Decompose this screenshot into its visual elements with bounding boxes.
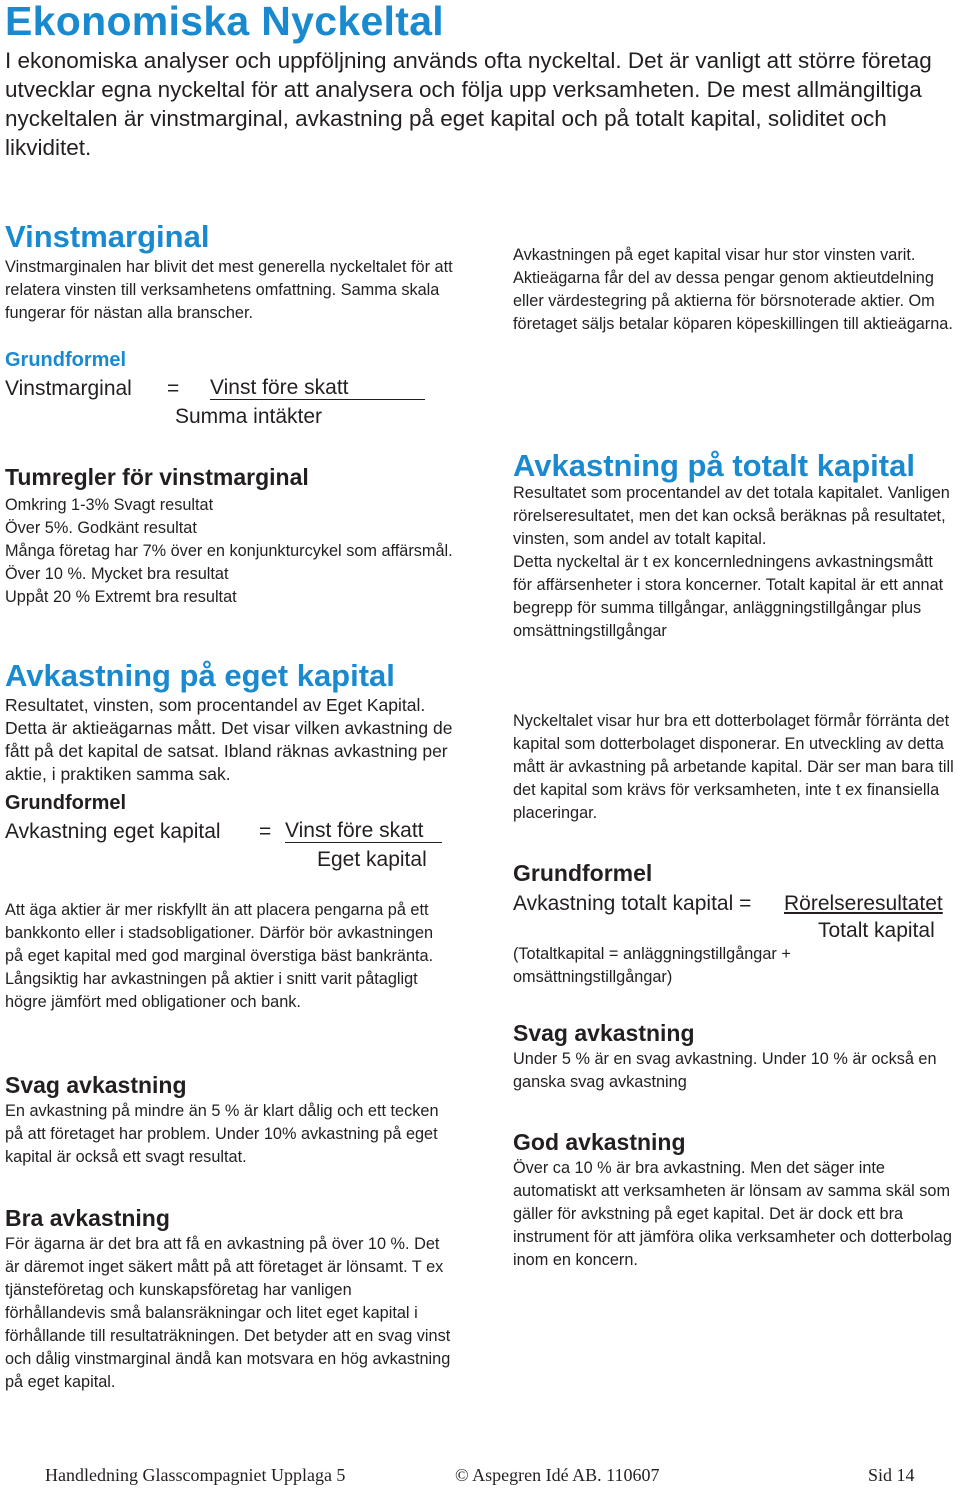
vinstmarginal-formula-denominator: Summa intäkter (175, 405, 323, 428)
totalt-kapital-text-2: Nyckeltalet visar hur bra ett dotterbolaget förmår förränta det kapital som dotterbolaget disponerar. En utveckling av detta mått är avkastning på arbetande kapital. Där ser man bara till det kapital som krävs för verksamheten, inte t ex finansiella placeringar. (513, 712, 954, 822)
tumregel-line: Omkring 1-3% Svagt resultat (5, 496, 214, 514)
svag-avkastning-heading-left: Svag avkastning (5, 1072, 187, 1098)
totalt-kapital-formula-note: (Totaltkapital = anläggningstillgångar + omsättningstillgångar) (513, 945, 791, 986)
footer-page-number: Sid 14 (868, 1465, 915, 1485)
totalt-kapital-heading: Avkastning på totalt kapital (513, 448, 915, 483)
eget-kapital-formula-heading: Grundformel (5, 792, 127, 814)
vinstmarginal-heading: Vinstmarginal (5, 219, 210, 254)
vinstmarginal-text: Vinstmarginalen har blivit det mest generella nyckeltalet för att relatera vinsten till verksamhetens omfattning. Samma skala fungerar för nästan alla branscher. (5, 258, 453, 322)
vinstmarginal-formula-heading: Grundformel (5, 349, 127, 371)
intro-paragraph: I ekonomiska analyser och uppföljning används ofta nyckeltal. Det är vanligt att större företag utvecklar egna nyckeltal för att analysera och följa upp verksamheten. De mest allmängiltiga nyckeltalen är vinstmarginal, avkastning på eget kapital och på totalt kapital, soliditet och likviditet. (5, 48, 932, 160)
totalt-kapital-formula-numerator: Rörelseresultatet (784, 892, 943, 915)
eget-kapital-formula-eq: = (259, 820, 272, 843)
eget-kapital-text: Resultatet, vinsten, som procentandel av Eget Kapital. Detta är aktieägarnas mått. Det visar vilken avkastning de fått på det kapital de satsat. Ibland räknas avkastning per aktie, i praktiken samma sak. (5, 695, 453, 784)
eget-kapital-formula-numerator: Vinst före skatt (285, 820, 442, 843)
bra-avkastning-text: För ägarna är det bra att få en avkastning på över 10 %. Det är däremot inget säkert mått på att företaget är lönsamt. T ex tjänsteföretag och kunskapsföretag har vanligen förhållandevis små balansräkningar och litet eget kapital i förhållande till resultaträkningen. Det betyder att en svag vinst och dålig vinstmarginal ändå kan motsvara en hög avkastning på eget kapital. (5, 1235, 451, 1391)
tumregel-line: Många företag har 7% över en konjunkturcykel som affärsmål. (5, 542, 453, 560)
svag-avkastning-text-right: Under 5 % är en svag avkastning. Under 10 % är också en ganska svag avkastning (513, 1050, 937, 1091)
god-avkastning-text: Över ca 10 % är bra avkastning. Men det säger inte automatiskt att verksamheten är lönsam av samma skäl som gäller för avkstning på eget kapital. Det är dock ett bra instrument för att jämföra olika verksamheter och dotterbolag inom en koncern. (513, 1159, 952, 1269)
eget-kapital-formula-label: Avkastning eget kapital (5, 820, 221, 843)
vinstmarginal-formula-numerator: Vinst före skatt (210, 377, 425, 400)
tumregler-list (5, 494, 460, 609)
eget-kapital-formula-denominator: Eget kapital (317, 848, 427, 871)
page-title: Ekonomiska Nyckeltal (5, 0, 444, 44)
totalt-kapital-formula-denominator: Totalt kapital (818, 919, 935, 942)
totalt-kapital-text: Resultatet som procentandel av det totala kapitalet. Vanligen rörelseresultatet, men det kan också beräknas på resultatet, vinsten, som andel av totalt kapital. Detta nyckeltal är t ex koncernledningens avkastningsmått för affärsenheter i stora koncerner. Totalt kapital är ett annat begrepp för summa tillgångar, anläggningstillgångar plus omsättningstillgångar (513, 484, 950, 640)
footer-left: Handledning Glasscompagniet Upplaga 5 (45, 1465, 346, 1485)
eget-kapital-text-2: Att äga aktier är mer riskfyllt än att placera pengarna på ett bankkonto eller i stadsobligationer. Därför bör avkastningen på eget kapital med god marginal överstiga bäst bankränta. Långsiktig har avkastningen på aktier i snitt varit påtagligt högre jämfört med obligationer och bank. (5, 901, 434, 1011)
god-avkastning-heading: God avkastning (513, 1129, 686, 1155)
tumregel-line: Över 5%. Godkänt resultat (5, 519, 197, 537)
totalt-kapital-formula-label: Avkastning totalt kapital = (513, 892, 752, 915)
svag-avkastning-text-left: En avkastning på mindre än 5 % är klart dålig och ett tecken på att företaget har problem. Under 10% avkastning på eget kapital är också ett svagt resultat. (5, 1102, 439, 1166)
totalt-kapital-formula-heading: Grundformel (513, 860, 653, 886)
bra-avkastning-heading: Bra avkastning (5, 1205, 170, 1231)
tumregel-line: Över 10 %. Mycket bra resultat (5, 565, 229, 583)
tumregler-heading: Tumregler för vinstmarginal (5, 464, 309, 490)
eget-kapital-heading: Avkastning på eget kapital (5, 658, 395, 693)
tumregel-line: Uppåt 20 % Extremt bra resultat (5, 588, 237, 606)
right-intro-text: Avkastningen på eget kapital visar hur stor vinsten varit. Aktieägarna får del av dessa pengar genom aktieutdelning eller värdestegring på aktierna för börsnoterade aktier. Om företaget säljs betalar köparen köpeskillingen till aktieägarna. (513, 246, 953, 333)
footer-center: © Aspegren Idé AB. 110607 (455, 1465, 660, 1485)
vinstmarginal-formula-eq: = (167, 377, 180, 400)
svag-avkastning-heading-right: Svag avkastning (513, 1020, 695, 1046)
vinstmarginal-formula-label: Vinstmarginal (5, 377, 132, 400)
